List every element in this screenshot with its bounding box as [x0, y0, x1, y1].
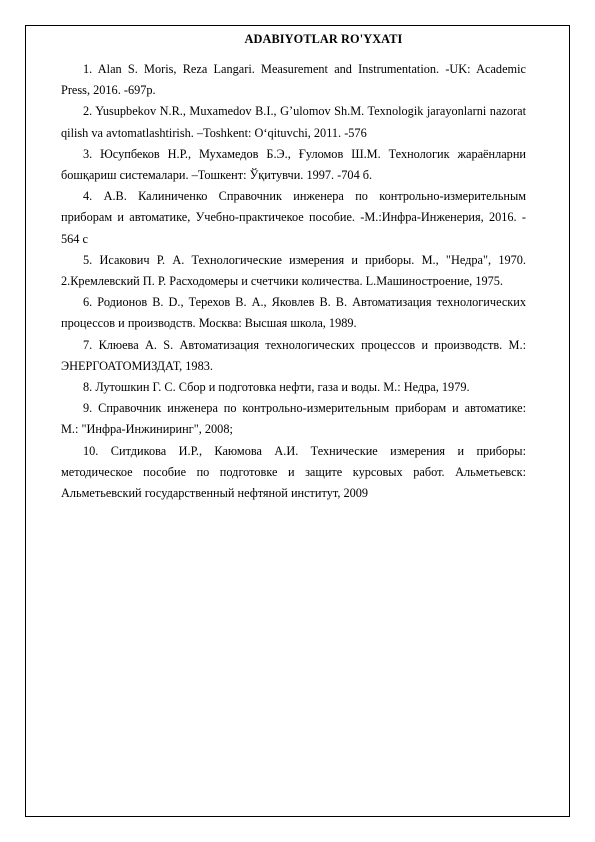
reference-item — [61, 377, 526, 398]
reference-number: 3. — [83, 146, 93, 161]
reference-item — [61, 59, 526, 101]
reference-number: 8. — [83, 380, 93, 395]
reference-number: 10. — [83, 443, 99, 458]
reference-item — [61, 250, 526, 292]
reference-text: Справочник инженера по контрольно-измерительным приборам и автоматике: М.: "Инфра-Инжиниринг", 2008; — [61, 401, 526, 437]
reference-number: 9. — [83, 401, 93, 416]
reference-text: Исакович Р. А. Технологические измерения и приборы. М., "Недра", 1970. 2.Кремлевский П. Р. Расходомеры и счетчики количества. L.Машиностроение, 1975. — [61, 252, 526, 289]
reference-item — [61, 101, 526, 143]
reference-text: Юсупбеков Н.Р., Мухамедов Б.Э., Ғуломов Ш.М. Технологик жараёнларни бошқариш системалари. –Тошкент: Ўқитувчи. 1997. -704 б. — [61, 146, 526, 183]
reference-item — [61, 398, 526, 440]
reference-text: Alan S. Moris, Reza Langari. Measurement and Instrumentation. -UK: Academic Press, 2016. -697p. — [61, 62, 526, 98]
reference-item — [61, 335, 526, 377]
reference-list — [61, 59, 526, 504]
reference-item — [61, 186, 526, 250]
page-title: ADABIYOTLAR RO'YXATI — [244, 32, 403, 46]
reference-item — [61, 441, 526, 505]
reference-text: Клюева А. S. Автоматизация технологических процессов и производств. М.: ЭНЕРГОАТОМИЗДАТ, 1983. — [61, 337, 526, 373]
reference-text: Ситдикова И.Р., Каюмова А.И. Технические измерения и приборы: методическое пособие по подготовке и защите курсовых работ. Альметьевск: Альметьевский государственный нефтяной институт, 2009 — [61, 443, 526, 501]
reference-text: Yusupbekov N.R., Muxamedov B.I., G’ulomov Sh.M. Texnologik jarayonlarni nazorat qilish va avtomatlashtirish. –Toshkent: O‘qituvchi, 2011. -576 — [61, 104, 526, 140]
reference-text: Родионов В. D., Терехов В. А., Яковлев В. В. Автоматизация технологических процессов и производств. Москва: Высшая школа, 1989. — [61, 295, 526, 331]
reference-text: А.В. Калиниченко Справочник инженера по контрольно-измерительным приборам и автоматике, Учебно-практичекое пособие. -М.:Инфра-Инженерия, 2016. - 564 с — [61, 189, 527, 246]
reference-number: 5. — [83, 252, 93, 267]
reference-item — [61, 292, 526, 334]
reference-text: Лутошкин Г. С. Сбор и подготовка нефти, газа и воды. М.: Недра, 1979. — [95, 380, 470, 395]
reference-number: 7. — [83, 337, 93, 352]
reference-number: 4. — [83, 189, 93, 204]
reference-number: 6. — [83, 295, 93, 310]
reference-item — [61, 144, 526, 186]
reference-number: 1. — [83, 62, 93, 76]
reference-number: 2. — [83, 104, 93, 119]
